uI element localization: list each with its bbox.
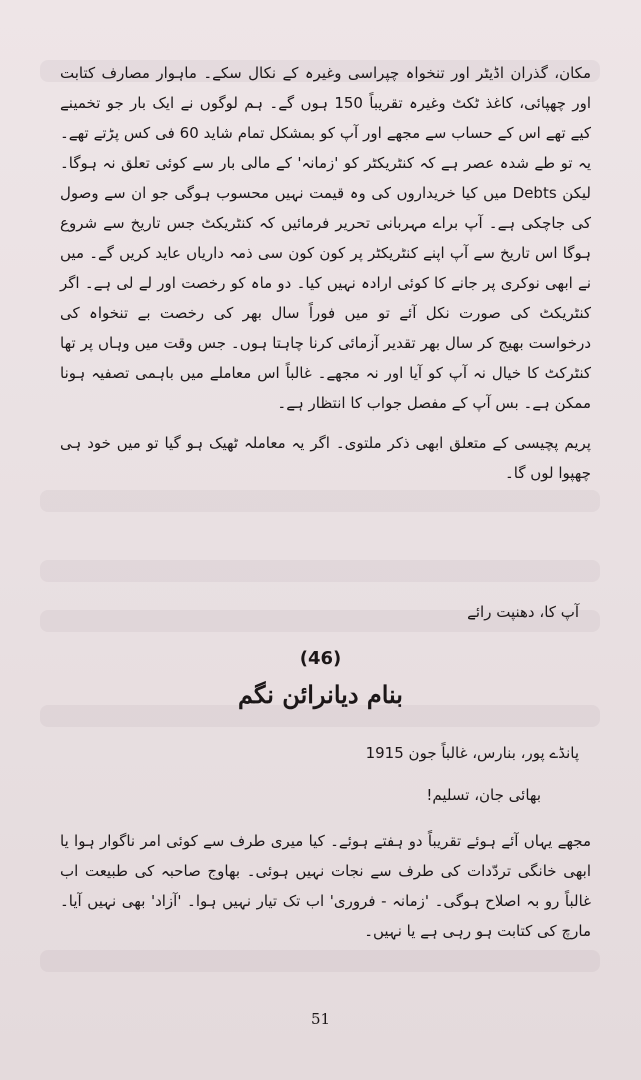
signoff: آپ کا، دھنپت رائے	[467, 603, 579, 621]
salutation: بھائی جان، تسلیم!	[426, 786, 541, 804]
bleed-through	[40, 950, 600, 972]
bleed-through	[40, 490, 600, 512]
page-number: 51	[310, 1010, 331, 1028]
letter-body	[60, 826, 591, 946]
place-date: پانڈے پور، بنارس، غالباً جون 1915	[365, 744, 579, 762]
paragraph: پریم پچیسی کے متعلق ابھی ذکر ملتوی۔ اگر یہ معاملہ ٹھیک ہو گیا تو میں خود ہی چھپوا لوں گا۔	[60, 434, 591, 482]
bleed-through	[40, 560, 600, 582]
paragraph: مجھے یہاں آئے ہوئے تقریباً دو ہفتے ہوئے۔ کیا میری طرف سے کوئی امر ناگوار ہوا یا ابھی خانگی تردّدات کی طرف سے نجات نہیں ہوئی۔ بھاوج صاحبہ کی طبیعت اب غالباً رو بہ اصلاح ہوگی۔ 'زمانہ - فروری' اب تک تیار نہیں ہوا۔ 'آزاد' بھی نہیں آیا۔ مارچ کی کتابت ہو رہی ہے یا نہیں۔	[60, 832, 591, 940]
letter-number: (46)	[299, 648, 342, 669]
paragraph: مکان، گذران اڈیٹر اور تنخواہ چپراسی وغیرہ کے نکال سکے۔ ماہوار مصارف کتابت اور چھپائی، کاغذ ٹکٹ وغیرہ تقریباً 150 ہوں گے۔ ہم لوگوں نے ایک بار جو تخمینے کیے تھے اس کے حساب سے مجھے اور آپ کو بمشکل تمام شاید 60 فی کس پڑتے تھے۔ یہ تو طے شدہ عصر ہے کہ کنٹریکٹر کو 'زمانہ' کے مالی بار سے کوئی تعلق نہ ہوگا۔ لیکن Debts میں کیا خریداروں کی وہ قیمت نہیں محسوب ہوگی جو ان سے وصول کی جاچکی ہے۔ آپ براے مہربانی تحریر فرمائیں کہ کنٹریکٹ جس تاریخ سے شروع ہوگا اس تاریخ سے آپ اپنے کنٹریکٹر پر کون کون سی ذمہ داریاں عاید کریں گے۔ میں نے ابھی نوکری پر جانے کا کوئی ارادہ نہیں کیا۔ دو ماہ کو رخصت اور لے لی ہے۔ اگر کنٹریکٹ کی صورت نکل آئے تو میں فوراً سال بھر کی رخصت بے تنخواہ کی درخواست بھیج کر سال بھر تقدیر آزمائی کرنا چاہتا ہوں۔ جس وقت میں وہاں پر تھا کنٹرکٹ کا خیال نہ آپ کو آیا اور نہ مجھے۔ غالباً اس معاملے میں باہمی تصفیہ ہونا ممکن ہے۔ بس آپ کے مفصل جواب کا انتظار ہے۔	[60, 64, 592, 412]
letter-continued-body	[60, 58, 591, 488]
letter-title: بنام دیانرائن نگم	[238, 680, 403, 709]
